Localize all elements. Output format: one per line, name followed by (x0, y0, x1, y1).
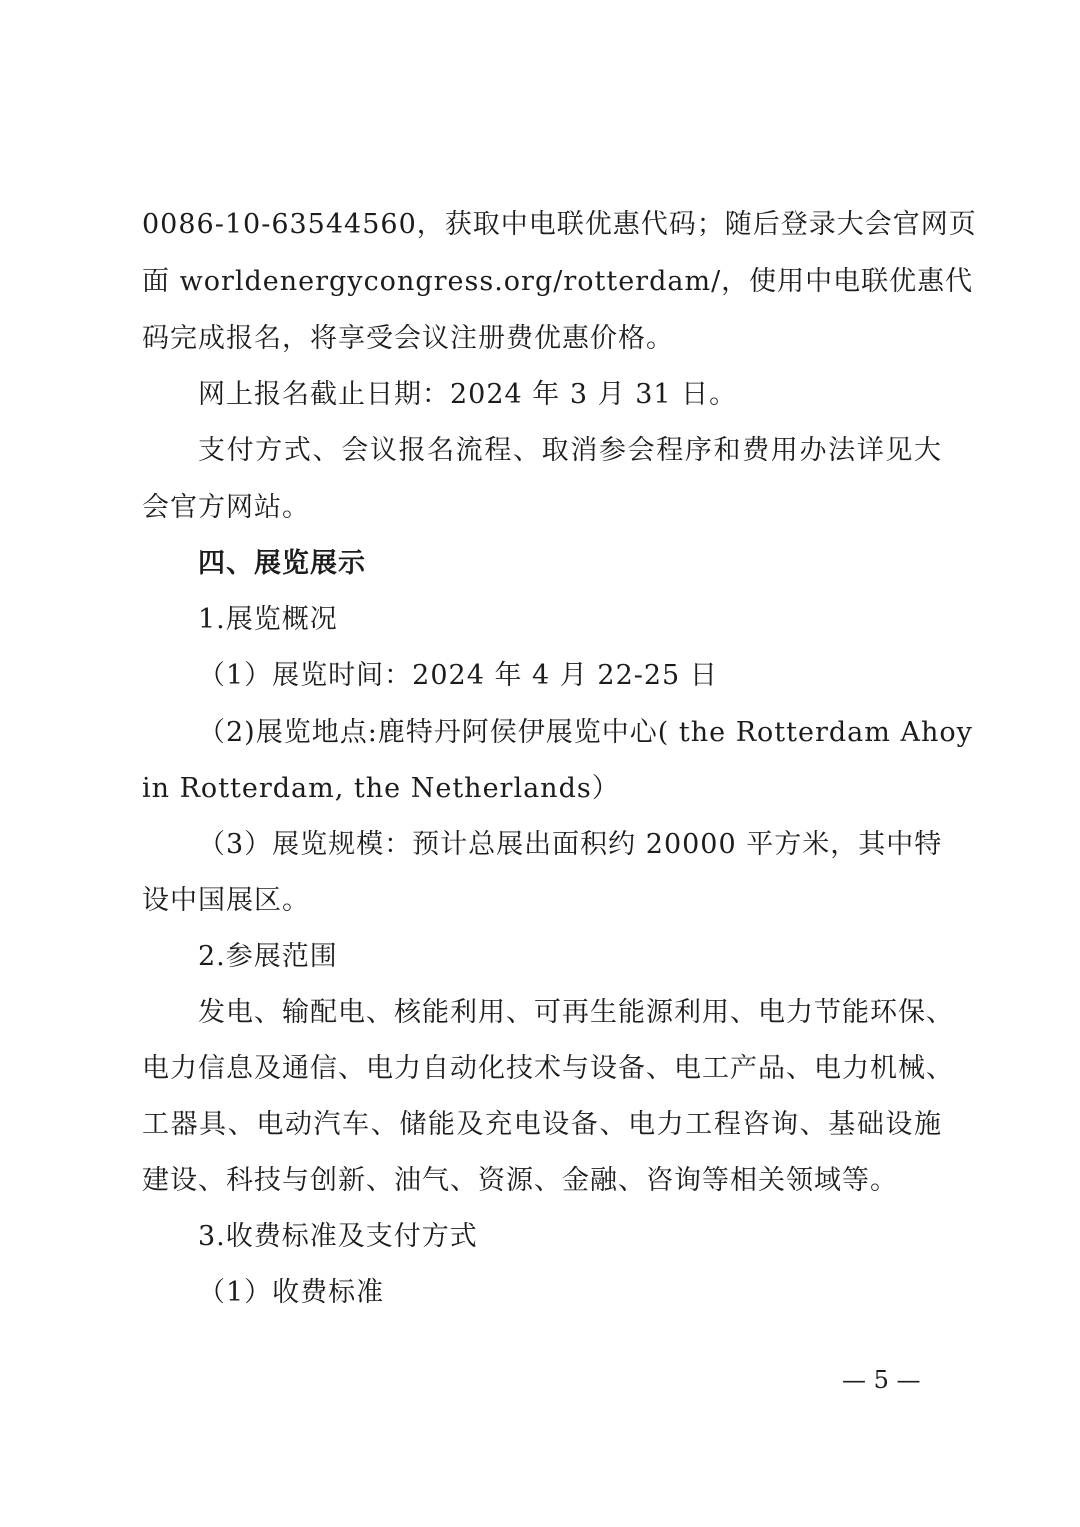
paragraph-line: 工器具、电动汽车、储能及充电设备、电力工程咨询、基础设施 (142, 1109, 942, 1140)
paragraph-line: 设中国展区。 (142, 885, 310, 916)
list-item: （1）展览时间：2024 年 4 月 22-25 日 (198, 660, 718, 691)
subsection-heading: 1.展览概况 (198, 604, 338, 635)
paragraph-line: in Rotterdam, the Netherlands） (142, 773, 620, 804)
subsection-heading: 3.收费标准及支付方式 (198, 1221, 478, 1252)
paragraph-line: 网上报名截止日期：2024 年 3 月 31 日。 (198, 379, 738, 410)
paragraph-line: 电力信息及通信、电力自动化技术与设备、电工产品、电力机械、 (142, 1053, 954, 1084)
paragraph-line: 支付方式、会议报名流程、取消参会程序和费用办法详见大 (198, 435, 942, 466)
list-item: （3）展览规模：预计总展出面积约 20000 平方米，其中特 (198, 829, 943, 860)
subsection-heading: 2.参展范围 (198, 941, 338, 972)
paragraph-line: 0086-10-63544560，获取中电联优惠代码；随后登录大会官网页 (142, 209, 977, 240)
paragraph-line: 建设、科技与创新、油气、资源、金融、咨询等相关领域等。 (142, 1165, 898, 1196)
paragraph-line: 会官方网站。 (142, 492, 310, 523)
paragraph-line: 面 worldenergycongress.org/rotterdam/，使用中电联优惠代 (142, 266, 974, 297)
paragraph-line: 发电、输配电、核能利用、可再生能源利用、电力节能环保、 (198, 997, 954, 1028)
list-item: （1）收费标准 (198, 1277, 385, 1308)
list-item: （2)展览地点:鹿特丹阿侯伊展览中心( the Rotterdam Ahoy (198, 717, 973, 748)
section-heading: 四、展览展示 (198, 548, 366, 579)
page-number: — 5 — (842, 1366, 921, 1394)
paragraph-line: 码完成报名，将享受会议注册费优惠价格。 (142, 323, 674, 354)
